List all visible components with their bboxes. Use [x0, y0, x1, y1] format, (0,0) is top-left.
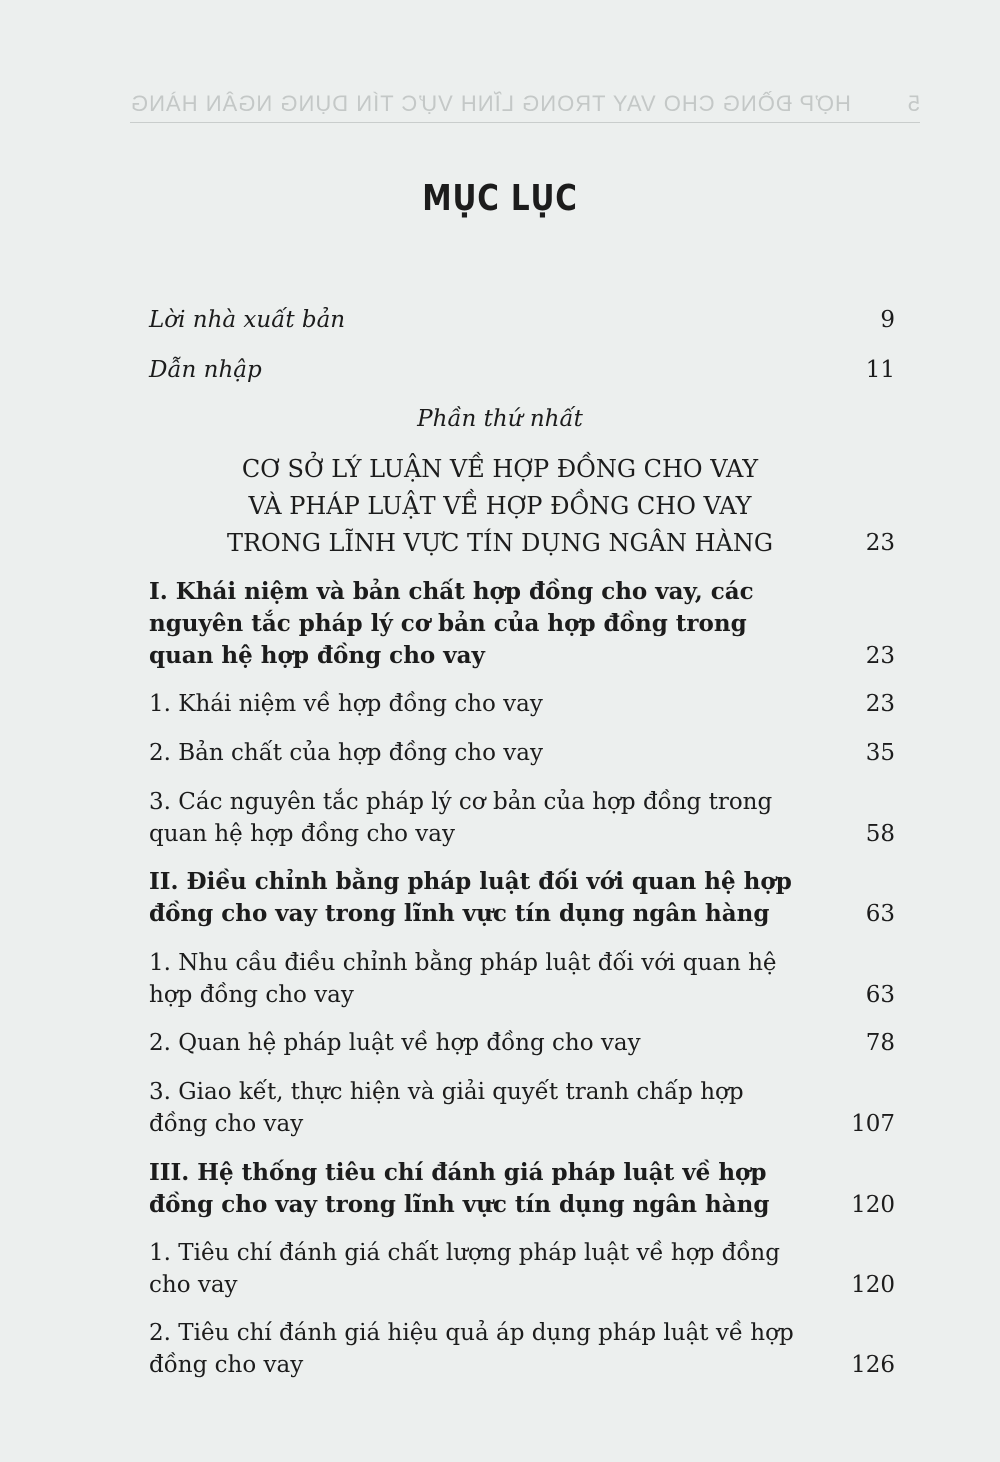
toc-item-line: 2. Quan hệ pháp luật về hợp đồng cho vay	[149, 1030, 641, 1056]
toc-item-page: 23	[865, 691, 895, 717]
toc-item-page: 63	[865, 982, 895, 1008]
section-title-line: đồng cho vay trong lĩnh vực tín dụng ngân hàng	[149, 1191, 770, 1218]
toc-item-page: 126	[851, 1352, 895, 1378]
toc-item-line: 1. Tiêu chí đánh giá chất lượng pháp luật về hợp đồng	[149, 1240, 780, 1266]
section-title-line: đồng cho vay trong lĩnh vực tín dụng ngân hàng	[149, 900, 770, 927]
section-page: 120	[851, 1192, 895, 1218]
toc-item-line: cho vay	[149, 1272, 238, 1298]
toc-item-page: 58	[865, 821, 895, 847]
section-title-line: I. Khái niệm và bản chất hợp đồng cho vay, các	[149, 578, 754, 605]
section-title-line: nguyên tắc pháp lý cơ bản của hợp đồng trong	[149, 610, 747, 637]
toc-item-line: 1. Nhu cầu điều chỉnh bằng pháp luật đối với quan hệ	[149, 950, 777, 976]
section-title-line: II. Điều chỉnh bằng pháp luật đối với quan hệ hợp	[149, 868, 792, 895]
ghost-page-number: 5	[906, 91, 920, 116]
toc-item-line: 3. Các nguyên tắc pháp lý cơ bản của hợp đồng trong	[149, 789, 773, 815]
toc-item-line: đồng cho vay	[149, 1111, 304, 1137]
section-page: 63	[865, 901, 895, 927]
section-title-line: III. Hệ thống tiêu chí đánh giá pháp luật về hợp	[149, 1159, 767, 1186]
toc-item-page: 35	[865, 740, 895, 766]
toc-item-line: 2. Bản chất của hợp đồng cho vay	[149, 740, 543, 766]
part-heading-line: VÀ PHÁP LUẬT VỀ HỢP ĐỒNG CHO VAY	[248, 492, 752, 520]
toc-item-page: 107	[851, 1111, 895, 1137]
toc-item-line: quan hệ hợp đồng cho vay	[149, 821, 455, 847]
toc-item-line: 1. Khái niệm về hợp đồng cho vay	[149, 691, 543, 717]
part-heading-line: TRONG LĨNH VỰC TÍN DỤNG NGÂN HÀNG	[226, 529, 774, 557]
toc-item-page: 120	[851, 1272, 895, 1298]
part-label: Phần thứ nhất	[417, 406, 583, 432]
toc-entry-text: Dẫn nhập	[149, 357, 262, 383]
section-title-line: quan hệ hợp đồng cho vay	[149, 642, 485, 669]
page-title: MỤC LỤC	[422, 178, 578, 219]
part-heading-line: CƠ SỞ LÝ LUẬN VỀ HỢP ĐỒNG CHO VAY	[241, 455, 759, 483]
section-page: 23	[865, 643, 895, 669]
bleed-through-header	[130, 86, 920, 123]
part-page: 23	[865, 530, 895, 556]
toc-item-page: 78	[865, 1030, 895, 1056]
toc-item-line: 2. Tiêu chí đánh giá hiệu quả áp dụng pháp luật về hợp	[149, 1320, 794, 1346]
toc-entry-page: 11	[865, 357, 895, 383]
ghost-header-text: HỢP ĐỒNG CHO VAY TRONG LĨNH VỰC TÍN DỤNG NGÂN HÀNG	[130, 91, 851, 116]
toc-entry-page: 9	[880, 307, 895, 333]
toc-entry-text: Lời nhà xuất bản	[149, 307, 346, 333]
toc-item-line: hợp đồng cho vay	[149, 982, 354, 1008]
toc-item-line: 3. Giao kết, thực hiện và giải quyết tranh chấp hợp	[149, 1079, 744, 1105]
toc-item-line: đồng cho vay	[149, 1352, 304, 1378]
